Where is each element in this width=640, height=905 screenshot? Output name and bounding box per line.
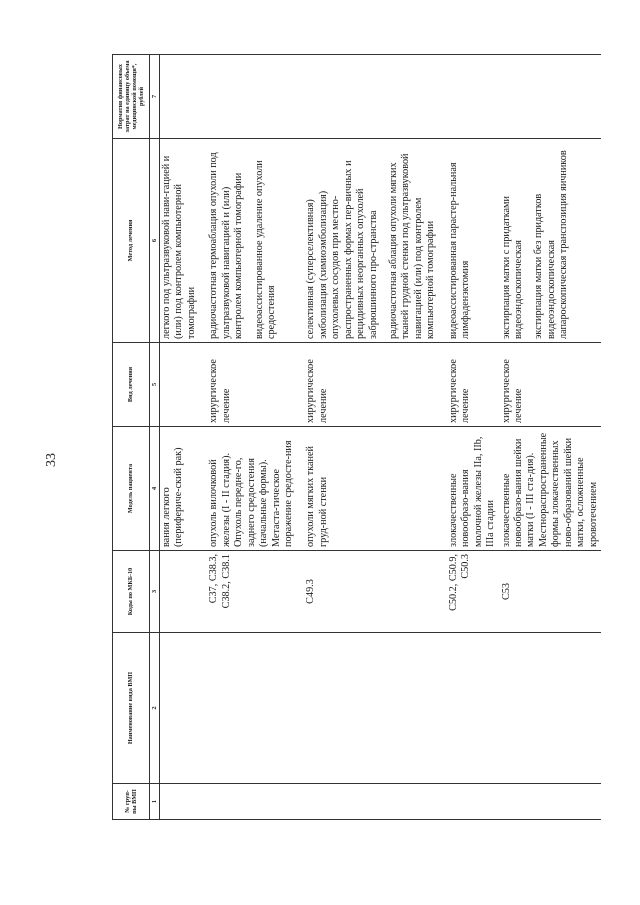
- cell-group: [199, 784, 296, 820]
- cell-model: злокачественные новообразо-вания шейки матки (I - III ста-дия). Местнораспространенные формы злокачественных ново-образований шейки матки, осложненные кровотечением: [499, 427, 602, 551]
- header-number: 2: [150, 633, 160, 784]
- cell-treatment: хирургическое лечение: [199, 343, 296, 427]
- cell-model: вания легкого (перифериче-ский рак): [160, 427, 200, 551]
- cell-name: [160, 633, 200, 784]
- method-item: радиочастотная аблация опухоли мягких тканей грудной стенки под ультразвуковой навигацией (или) под контролем компьютерной томографии: [388, 153, 437, 339]
- page-number: 33: [44, 453, 59, 467]
- cell-group: [439, 784, 499, 820]
- cell-treatment: хирургическое лечение: [296, 343, 438, 427]
- cell-codes: C50.2, C50.9, C50.3: [439, 551, 499, 633]
- cell-treatment: хирургическое лечение: [439, 343, 499, 427]
- header-group: № груп-пы ВМП: [113, 784, 150, 820]
- cell-name: [439, 633, 499, 784]
- method-item: лапароскопическая транспозиция яичников: [558, 150, 570, 339]
- table-row: [160, 55, 200, 820]
- header-number: 1: [150, 784, 160, 820]
- header-number: 7: [150, 55, 160, 139]
- method-item: легкого под ультразвуковой нави-гацией и (или) под контролем компьютерной томографии: [161, 155, 197, 339]
- cell-codes: C49.3: [296, 551, 438, 633]
- cell-model: опухоль вилочковой железы (I - II стадия). Опухоль передне-го, заднего средостения (начальные формы). Метаста-тическое поражение средосте-ния: [199, 427, 296, 551]
- method-item: экстирпация матки без придатков видеоэндоскопическая: [533, 193, 557, 339]
- method-item: видеоассистированная парастер-нальная лимфаденэктомия: [447, 162, 472, 339]
- cell-name: [199, 633, 296, 784]
- cell-norm: [439, 55, 499, 139]
- cell-name: [296, 633, 438, 784]
- header-row: [113, 55, 150, 820]
- cell-method: [439, 139, 499, 343]
- cell-norm: [160, 55, 200, 139]
- cell-method: [199, 139, 296, 343]
- cell-codes: [160, 551, 200, 633]
- cell-method: [499, 139, 602, 343]
- header-method: Метод лечения: [113, 139, 150, 343]
- header-number-row: [150, 55, 160, 820]
- cell-norm: [499, 55, 602, 139]
- cell-group: [160, 784, 200, 820]
- cell-method: [296, 139, 438, 343]
- method-item: экстирпация матки с придатками видеоэндоскопическая: [500, 196, 524, 339]
- header-number: 6: [150, 139, 160, 343]
- cell-group: [296, 784, 438, 820]
- cell-treatment: хирургическое лечение: [499, 343, 602, 427]
- cell-norm: [199, 55, 296, 139]
- header-name: Наименование вида ВМП: [113, 633, 150, 784]
- cell-model: злокачественные новообразо-вания молочной железы IIa, IIb, IIIa стадии: [439, 427, 499, 551]
- header-number: 5: [150, 343, 160, 427]
- header-number: 4: [150, 427, 160, 551]
- table-row: [199, 55, 296, 820]
- cell-treatment: [160, 343, 200, 427]
- table-row: [499, 55, 602, 820]
- header-number: 3: [150, 551, 160, 633]
- table-row: [296, 55, 438, 820]
- cell-name: [499, 633, 602, 784]
- rotated-table-container: [112, 55, 637, 820]
- method-item: видеоассистированное удаление опухоли средостения: [253, 160, 278, 339]
- cell-norm: [296, 55, 438, 139]
- method-item: радиочастотная термоаблация опухоли под ультразвуковой навигацией и (или) контролем компьютерной томографии: [208, 152, 245, 339]
- method-item: селективная (суперселективная) эмболизация (химиоэмболизация) опухолевых сосудов при местно-распространенных формах пер-вичных и рецидивных неорганных опухолей забрюшинного про-странства: [305, 160, 379, 339]
- cell-codes: C37, C38.3, C38.2, C38.1: [199, 551, 296, 633]
- cell-method: [160, 139, 200, 343]
- cell-codes: C53: [499, 551, 602, 633]
- table-row: [439, 55, 499, 820]
- cell-group: [499, 784, 602, 820]
- cell-model: опухоли мягких тканей груд-ной стенки: [296, 427, 438, 551]
- header-treatment: Вид лечения: [113, 343, 150, 427]
- treatment-table: [112, 54, 601, 820]
- header-norm: Норматив финансовых затрат на единицу объема медицинской помощи*, рублей: [113, 55, 150, 139]
- header-model: Модель пациента: [113, 427, 150, 551]
- header-codes: Коды по МКБ-10: [113, 551, 150, 633]
